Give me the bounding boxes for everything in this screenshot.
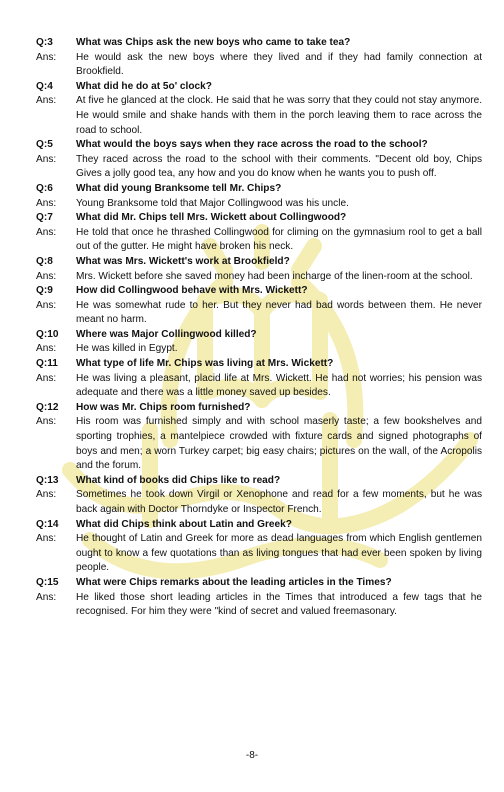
answer-text: He would ask the new boys where they lived and if they had family connection at Brookfield.	[76, 51, 482, 78]
question-text: What did young Branksome tell Mr. Chips?	[76, 182, 282, 194]
answer-row	[36, 153, 482, 182]
question-text: What kind of books did Chips like to read?	[76, 474, 281, 486]
qa-block	[36, 80, 482, 138]
question-text: What was Chips ask the new boys who came to take tea?	[76, 37, 351, 48]
question-label: Q:15	[36, 576, 59, 588]
question-row	[36, 401, 482, 416]
question-row	[36, 474, 482, 489]
question-label: Q:8	[36, 255, 53, 267]
qa-block	[36, 284, 482, 328]
answer-text: He was killed in Egypt.	[76, 343, 178, 355]
question-text: How did Collingwood behave with Mrs. Wickett?	[76, 285, 308, 297]
answer-label: Ans:	[36, 153, 57, 165]
question-row	[36, 518, 482, 533]
answer-label: Ans:	[36, 489, 57, 501]
question-text: What did he do at 5o' clock?	[76, 80, 212, 92]
question-row	[36, 284, 482, 299]
qa-block	[36, 255, 482, 284]
answer-text: They raced across the road to the school with their comments. "Decent old boy, Chips Gives a jolly good tea, any how and you do know when he wants you to push off.	[76, 153, 482, 180]
answer-row	[36, 197, 482, 212]
qa-list	[36, 36, 482, 620]
question-row	[36, 357, 482, 372]
question-text: Where was Major Collingwood killed?	[76, 328, 257, 340]
answer-row	[36, 488, 482, 517]
answer-row	[36, 342, 482, 357]
question-text: What did Mr. Chips tell Mrs. Wickett about Collingwood?	[76, 212, 347, 224]
qa-block	[36, 36, 482, 80]
qa-block	[36, 401, 482, 474]
answer-row	[36, 591, 482, 620]
question-label: Q:6	[36, 182, 53, 194]
answer-text: He told that once he thrashed Collingwood for climing on the gymnasium rool to get a ball out of the gutter. He might have broken his neck.	[76, 226, 482, 253]
answer-text: He was somewhat rude to her. But they never had bad words between them. He never meant no harm.	[76, 299, 482, 326]
answer-text: Young Branksome told that Major Collingwood was his uncle.	[76, 197, 349, 209]
answer-text: Sometimes he took down Virgil or Xenophone and read for a few moments, but he was back again with Doctor Thorndyke or Inspector French.	[76, 489, 482, 515]
page-number: -8-	[245, 750, 259, 761]
answer-row	[36, 94, 482, 138]
question-label: Q:14	[36, 518, 59, 530]
question-row	[36, 576, 482, 591]
question-label: Q:9	[36, 285, 53, 297]
question-label: Q:13	[36, 474, 59, 486]
answer-label: Ans:	[36, 197, 57, 209]
answer-text: At five he glanced at the clock. He said that he was sorry that they could not stay anymore. He would smile and shake hands with them in the porch leaving them to race across the road to school.	[76, 95, 482, 136]
qa-block	[36, 518, 482, 576]
qa-block	[36, 211, 482, 255]
question-text: What type of life Mr. Chips was living at Mrs. Wickett?	[76, 358, 334, 370]
answer-text: Mrs. Wickett before she saved money had been incharge of the linen-room at the school.	[76, 270, 473, 282]
answer-label: Ans:	[36, 416, 57, 428]
answer-text: His room was furnished simply and with school maserly taste; a few bookshelves and sporting trophies, a mantelpiece crowded with fixture cards and signed photographs of boys and men; a worn Turkey carpet; big easy chairs; pictures on the wall, of the Acropolis and the forum.	[76, 416, 482, 472]
answer-label: Ans:	[36, 270, 57, 282]
question-row	[36, 255, 482, 270]
question-text: How was Mr. Chips room furnished?	[76, 401, 251, 413]
question-label: Q:3	[36, 37, 53, 48]
answer-row	[36, 270, 482, 285]
question-row	[36, 182, 482, 197]
question-label: Q:5	[36, 139, 53, 151]
question-text: What did Chips think about Latin and Greek?	[76, 518, 292, 530]
answer-row	[36, 51, 482, 80]
question-row	[36, 211, 482, 226]
answer-text: He liked those short leading articles in the Times that introduced a few tags that he recognised. For him they were "kind of secret and valued freemasonary.	[76, 591, 482, 618]
answer-label: Ans:	[36, 372, 57, 384]
answer-row	[36, 372, 482, 401]
answer-row	[36, 226, 482, 255]
answer-label: Ans:	[36, 299, 57, 311]
question-text: What were Chips remarks about the leading articles in the Times?	[76, 576, 392, 588]
question-row	[36, 328, 482, 343]
answer-label: Ans:	[36, 226, 57, 238]
question-row	[36, 36, 482, 51]
question-row	[36, 138, 482, 153]
answer-row	[36, 415, 482, 473]
question-label: Q:4	[36, 80, 53, 92]
qa-block	[36, 576, 482, 620]
question-label: Q:11	[36, 358, 58, 370]
qa-block	[36, 328, 482, 357]
question-row	[36, 80, 482, 95]
answer-row	[36, 532, 482, 576]
answer-text: He was living a pleasant, placid life at Mrs. Wickett. He had not worries; his pension was adequate and there was a little money saved up besides.	[76, 372, 482, 399]
question-text: What was Mrs. Wickett's work at Brookfield?	[76, 255, 290, 267]
answer-text: He thought of Latin and Greek for more as dead languages from which English gentlemen ought to know a few quotations than as living tongues that had ever been spoken by living people.	[76, 533, 482, 574]
qa-block	[36, 474, 482, 518]
question-label: Q:7	[36, 212, 53, 224]
question-label: Q:12	[36, 401, 59, 413]
qa-block	[36, 138, 482, 182]
answer-label: Ans:	[36, 51, 57, 63]
qa-block	[36, 182, 482, 211]
answer-label: Ans:	[36, 343, 57, 355]
answer-row	[36, 299, 482, 328]
answer-label: Ans:	[36, 591, 57, 603]
question-text: What would the boys says when they race across the road to the school?	[76, 139, 428, 151]
answer-label: Ans:	[36, 95, 57, 107]
question-label: Q:10	[36, 328, 59, 340]
answer-label: Ans:	[36, 533, 57, 545]
qa-block	[36, 357, 482, 401]
